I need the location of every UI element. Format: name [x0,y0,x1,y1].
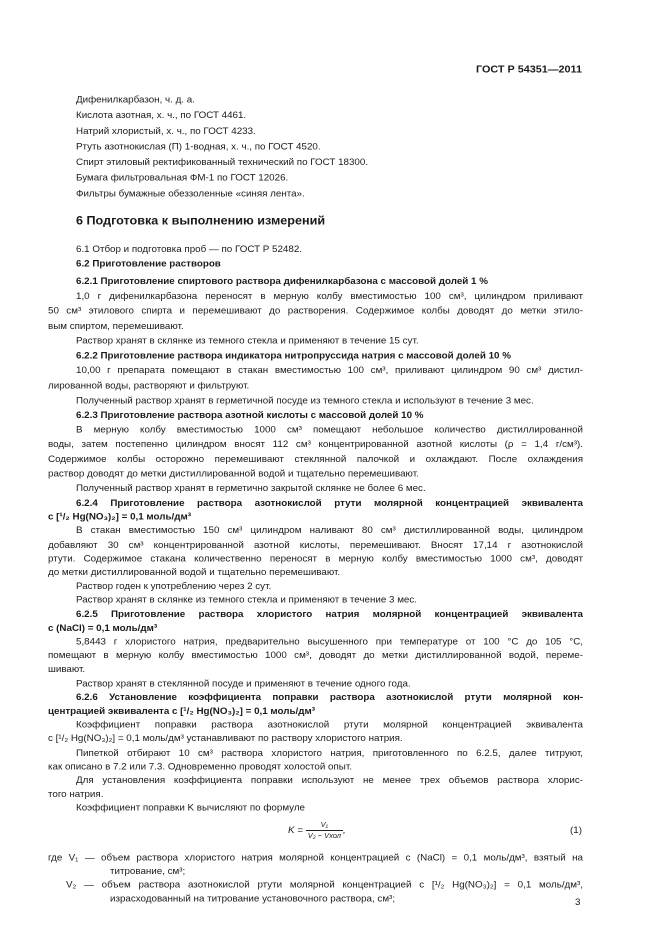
document-header: ГОСТ Р 54351—2011 [476,63,582,76]
text-line: В стакан вместимостью 150 см³ цилиндром наливают 80 см³ дистиллированной воды, цилиндром [76,525,583,537]
subsection-heading: 6.2 Приготовление растворов [76,258,221,270]
text-line: добавляют 30 см³ концентрированной азотной кислоты, перемешивают. Вносят 17,14 г азотнокислой [48,539,583,551]
text-line: Раствор хранят в склянке из темного стекла и применяют в течение 3 мес. [76,595,418,606]
paragraph-6-1: 6.1 Отбор и подготовка проб — по ГОСТ Р 52482. [76,244,303,255]
text-line: Полученный раствор хранят в герметичной посуде из темного стекла и используют в течение 3 мес. [76,395,534,407]
text-line: Содержимое колбы осторожно перемешивают стеклянной палочкой и охлаждают. После охлаждения [48,454,583,465]
text-line: раствор доводят до метки дистиллированной водой и тщательно перемешивают. [48,468,419,480]
formula-denominator: V₂ − Vхол [307,830,342,840]
page-number: 3 [575,897,581,909]
subsection-heading: 6.2.3 Приготовление раствора азотной кислоты с массовой долей 10 % [76,410,424,421]
subsection-heading: 6.2.6 Установление коэффициента поправки раствора азотнокислой ртути молярной кон- [76,692,583,703]
text-line: Коэффициент поправки K вычисляют по формуле [76,803,306,814]
text-line: ртути. Содержимое стакана количественно переносят в мерную колбу вместимостью 1000 см³, доводят [48,553,583,565]
subsection-heading: 6.2.2 Приготовление раствора индикатора нитропруссида натрия с массовой долей 10 % [76,350,511,362]
formula-numerator: V₁ [306,820,343,831]
section-title: 6 Подготовка к выполнению измерений [76,213,326,228]
text-line: того натрия. [48,789,104,800]
text-line: как описано в 7.2 или 7.3. Одновременно проводят холостой опыт. [48,761,352,773]
text-line: Полученный раствор хранят в герметично закрытой склянке не более 6 мес. [76,483,426,495]
formula-comma: , [343,824,346,836]
where-line: титрование, см³; [110,865,186,877]
text-line: 10,00 г препарата помещают в стакан вместимостью 100 см³, приливают цилиндром 90 см³ дистил- [76,365,583,376]
text-line: воды, затем постепенно цилиндром вносят 112 см³ концентрированной азотной кислоты (ρ = 1,4 г/см³). [48,439,583,451]
where-line: где V₁ — объем раствора хлористого натрия молярной концентрацией c (NaCl) = 0,1 моль/дм³, взятый на [48,852,583,863]
text-line: Раствор хранят в стеклянной посуде и применяют в течение одного года. [76,678,411,690]
text-line: 1,0 г дифенилкарбазона переносят в мерную колбу вместимостью 100 см³, цилиндром приливают [76,290,583,302]
where-line: V₂ — объем раствора азотнокислой ртути молярной концентрацией c [¹/₂ Hg(NO₃)₂] = 0,1 моль/дм³, [66,879,583,891]
subsection-heading: 6.2.1 Приготовление спиртового раствора дифенилкарбазона с массовой долей 1 % [76,276,488,288]
text-line: Раствор годен к употреблению через 2 сут. [76,581,272,592]
subsection-heading: c (NaCl) = 0,1 моль/дм³ [48,622,158,634]
reagent-item: Натрий хлористый, х. ч., по ГОСТ 4233. [76,125,256,137]
text-line: 5,8443 г хлористого натрия, предварительно высушенного при температуре от 100 °С до 105 °С, [76,636,583,648]
subsection-heading: 6.2.5 Приготовление раствора хлористого натрия молярной концентрацией эквивалента [76,608,583,620]
text-line: Раствор хранят в склянке из темного стекла и применяют в течение 15 сут. [76,335,419,347]
subsection-heading: 6.2.4 Приготовление раствора азотнокислой ртути молярной концентрацией эквивалента [76,498,583,509]
text-line: Пипеткой отбирают 10 см³ раствора хлористого натрия, приготовленного по 6.2.5, далее титруют, [76,747,583,759]
subsection-heading: c [¹/₂ Hg(NO₃)₂] = 0,1 моль/дм³ [48,511,191,523]
text-line: Для установления коэффициента поправки используют не менее трех объемов раствора хлорис- [76,775,583,787]
reagent-item: Кислота азотная, х. ч., по ГОСТ 4461. [76,110,247,122]
text-line: шивают. [48,664,86,676]
reagent-item: Дифенилкарбазон, ч. д. а. [76,94,195,106]
text-line: лированной воды, растворяют и фильтруют. [48,380,250,392]
where-line: израсходованный на титрование установочного раствора, см³; [110,893,396,905]
reagent-item: Бумага фильтровальная ФМ-1 по ГОСТ 12026. [76,172,289,184]
formula-number: (1) [570,824,582,836]
text-line: Коэффициент поправки раствора азотнокислой ртути молярной концентрацией эквивалента [76,719,583,731]
text-line: 50 см³ этилового спирта и перемешивают до растворения. Содержимое колбы доводят до метки этило- [48,305,583,317]
text-line: до метки дистиллированной водой и тщательно перемешивают. [48,567,341,579]
reagent-item: Ртуть азотнокислая (П) 1-водная, х. ч., по ГОСТ 4520. [76,141,321,153]
reagent-item: Спирт этиловый ректификованный технический по ГОСТ 18300. [76,157,369,168]
text-line: вым спиртом, перемешивают. [48,321,184,333]
text-line: В мерную колбу вместимостью 1000 см³ помещают небольшое количество дистиллированной [76,424,583,436]
text-line: c [¹/₂ Hg(NO₃)₂] = 0,1 моль/дм³ устанавливают по раствору хлористого натрия. [48,733,403,745]
formula-lhs: K = [288,824,306,836]
subsection-heading: центрацией эквивалента c [¹/₂ Hg(NO₃)₂] = 0,1 моль/дм³ [48,706,315,717]
reagent-item: Фильтры бумажные обеззоленные «синяя лента». [76,188,305,200]
text-line: помещают в мерную колбу вместимостью 1000 см³, доводят до метки дистиллированной водой, переме- [48,650,583,662]
